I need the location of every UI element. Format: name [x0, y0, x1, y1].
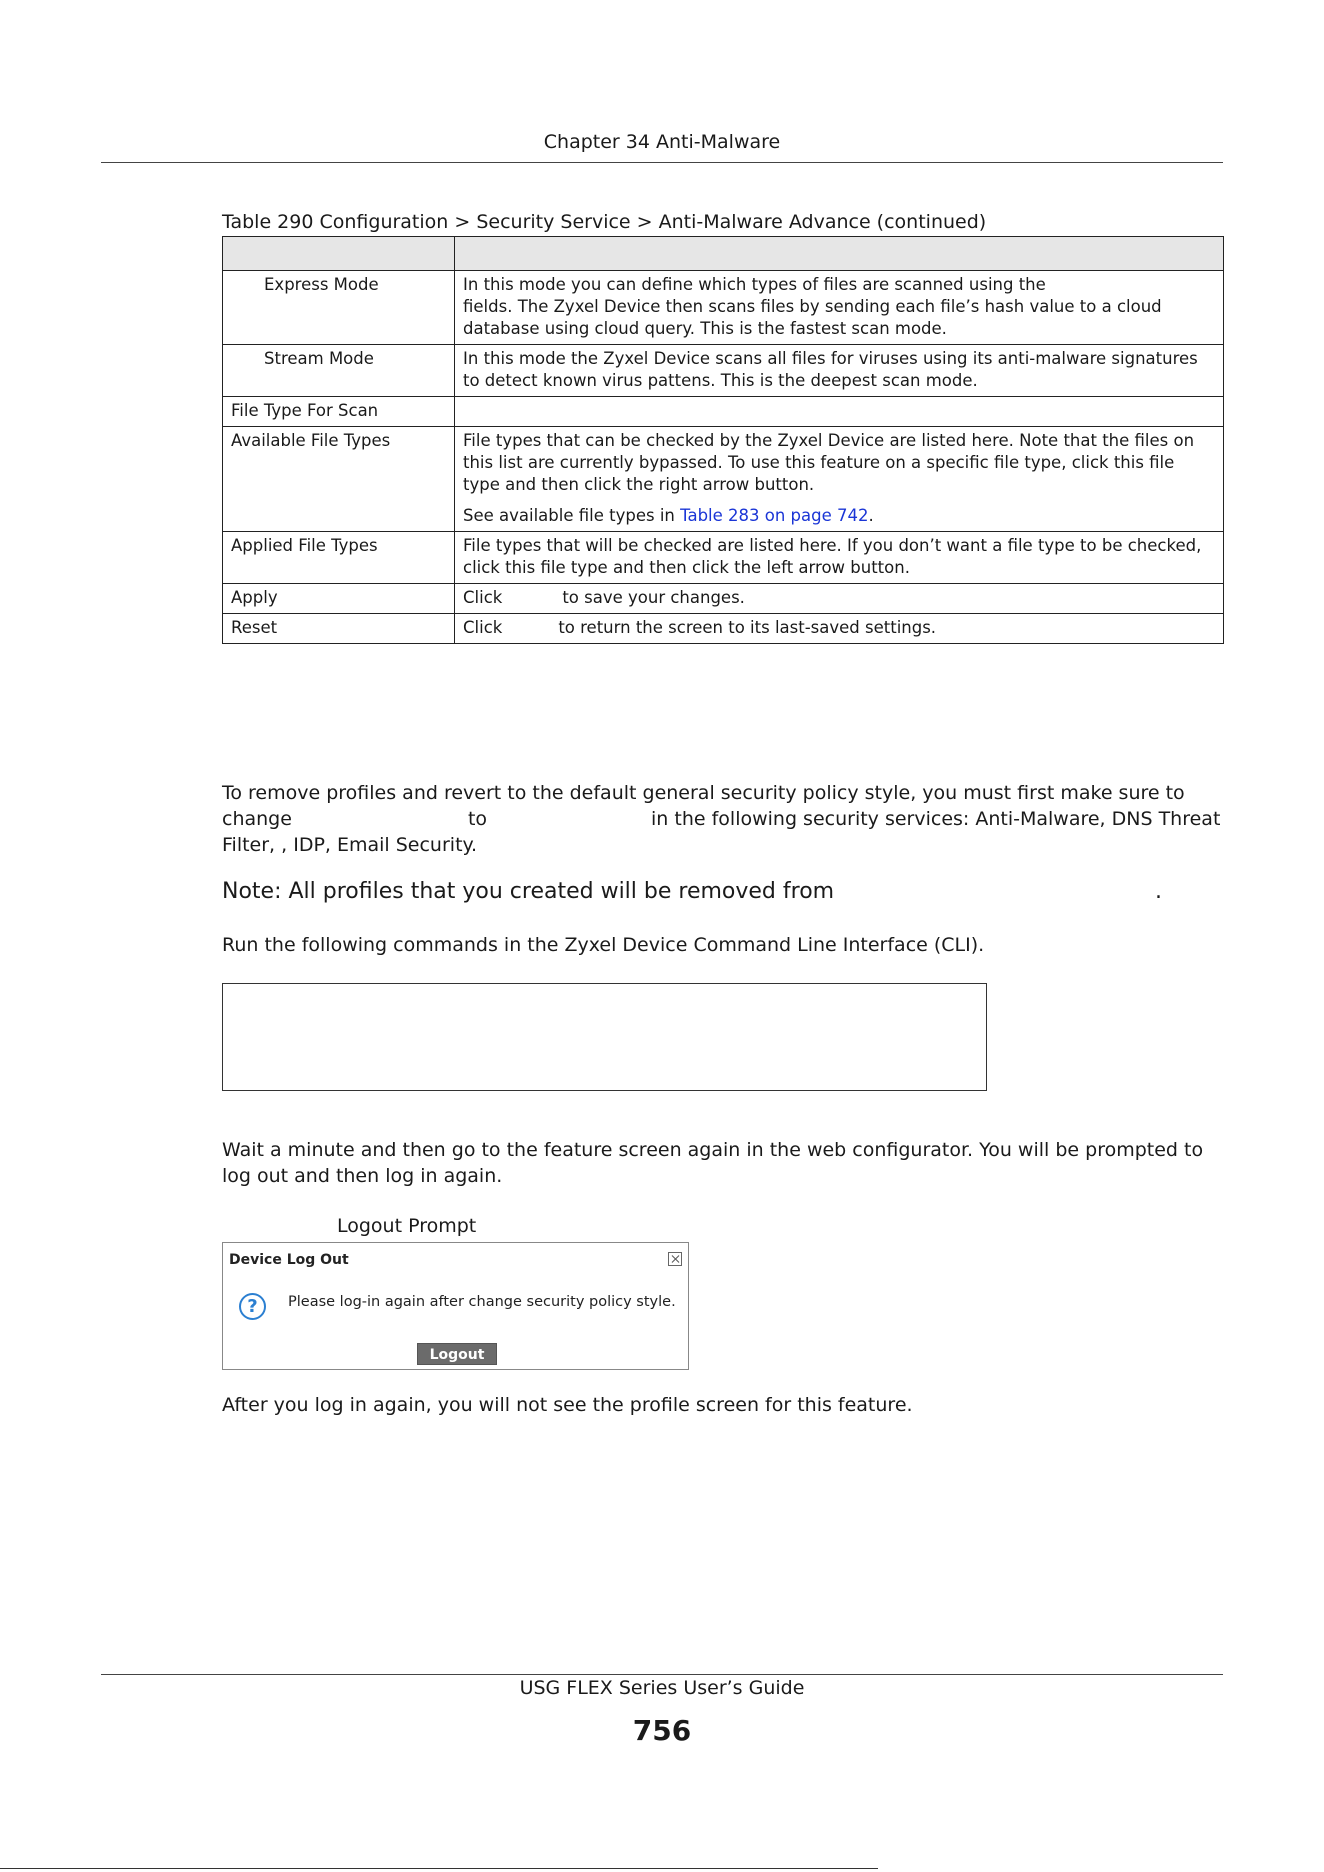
settings-table: [222, 236, 1224, 644]
row-description: In this mode the Zyxel Device scans all files for viruses using its anti-malware signatures to detect known virus pattens. This is the deepest scan mode.: [455, 345, 1224, 397]
table-reference-link[interactable]: Table 283 on page 742: [680, 506, 869, 525]
table-caption: Table 290 Configuration > Security Service > Anti-Malware Advance (continued): [222, 211, 987, 233]
note: Note: All profiles that you created will be removed from: [222, 879, 835, 904]
dialog-title: Device Log Out: [229, 1252, 349, 1268]
table-row: [223, 397, 1224, 427]
footer-guide-title: USG FLEX Series User’s Guide: [519, 1677, 805, 1699]
bottom-edge-line: [0, 1868, 878, 1869]
row-description: In this mode you can define which types of files are scanned using the fields. The Zyxel Device then scans files by sending each file’s hash value to a cloud database using cloud query. This is the fastest scan mode.: [455, 271, 1224, 345]
page-number: 756: [632, 1714, 692, 1747]
table-header-label: [223, 237, 455, 271]
row-label: Stream Mode: [223, 345, 455, 397]
paragraph-remove-profiles: To remove profiles and revert to the default general security policy style, you must first make sure to change to in the following security services: Anti-Malware, DNS Threat Filter, , IDP, Email Security.: [222, 782, 1221, 856]
row-label: Apply: [223, 584, 455, 614]
logout-dialog: [222, 1242, 689, 1370]
row-description: [455, 397, 1224, 427]
table-row: [223, 271, 1224, 345]
note-end: .: [1155, 879, 1162, 904]
table-row: [223, 614, 1224, 644]
paragraph-wait: Wait a minute and then go to the feature screen again in the web configurator. You will be prompted to log out and then log in again.: [222, 1139, 1204, 1187]
table-header-description: [455, 237, 1224, 271]
table-row: [223, 427, 1224, 532]
footer-rule: [101, 1674, 1223, 1675]
row-description: File types that can be checked by the Zyxel Device are listed here. Note that the files on this list are currently bypassed. To use this feature on a specific file type, click this file type and then click the right arrow button. See available file types in Table 283 on page 742.: [455, 427, 1224, 532]
table-row: [223, 584, 1224, 614]
paragraph-after-login: After you log in again, you will not see the profile screen for this feature.: [222, 1394, 913, 1416]
figure-caption: Logout Prompt: [337, 1215, 477, 1237]
row-label: Express Mode: [223, 271, 455, 345]
row-description: Click to return the screen to its last-saved settings.: [455, 614, 1224, 644]
row-label: Applied File Types: [223, 532, 455, 584]
paragraph-run-commands: Run the following commands in the Zyxel Device Command Line Interface (CLI).: [222, 934, 985, 956]
row-label: File Type For Scan: [223, 397, 455, 427]
header-rule: [101, 162, 1223, 163]
row-description: File types that will be checked are listed here. If you don’t want a file type to be checked, click this file type and then click the left arrow button.: [455, 532, 1224, 584]
table-row: [223, 532, 1224, 584]
logout-button[interactable]: Logout: [417, 1343, 497, 1365]
row-description: Click to save your changes.: [455, 584, 1224, 614]
row-label: Reset: [223, 614, 455, 644]
question-icon: ?: [239, 1293, 266, 1320]
close-icon[interactable]: [668, 1252, 682, 1266]
chapter-header: Chapter 34 Anti-Malware: [543, 131, 781, 153]
dialog-message: Please log-in again after change security policy style.: [288, 1294, 676, 1310]
row-label: Available File Types: [223, 427, 455, 532]
table-header-row: [223, 237, 1224, 271]
table-row: [223, 345, 1224, 397]
cli-command-box: [222, 983, 987, 1091]
